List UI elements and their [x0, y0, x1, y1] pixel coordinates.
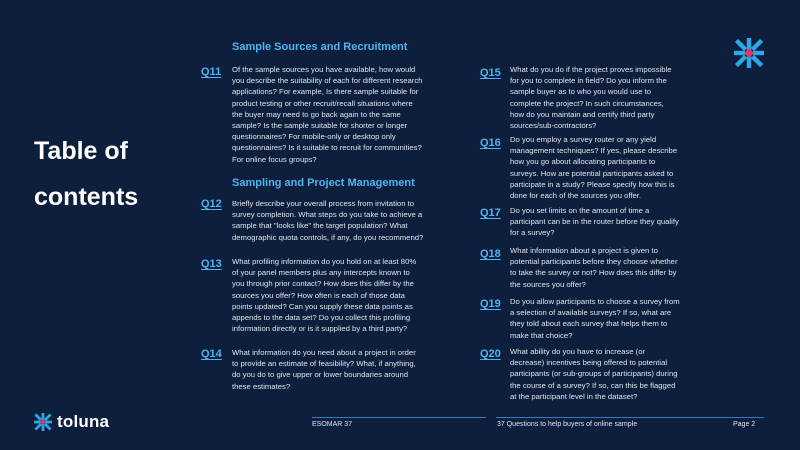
question-text-q20: What ability do you have to increase (or decrease) incentives being offered to potential participants (or sub-groups of participants) during the course of a survey? If so, can this be flagged at the participant level in the dataset?: [510, 347, 678, 401]
question-link-q15[interactable]: Q15: [480, 67, 501, 79]
question-text-q19: Do you allow participants to choose a survey from a selection of available surveys? If so, what are they told about each survey that helps them to make that choice?: [510, 297, 680, 340]
footer-brand-logo: [34, 412, 109, 432]
question-link-q12[interactable]: Q12: [201, 198, 222, 210]
question-link-q18[interactable]: Q18: [480, 248, 501, 260]
question-text-q17: Do you set limits on the amount of time a participant can be in the router before they qualify for a survey?: [510, 206, 679, 238]
section-heading-sample-sources: Sample Sources and Recruitment: [232, 41, 408, 53]
question-link-q11[interactable]: Q11: [201, 66, 222, 78]
question-link-q14[interactable]: Q14: [201, 348, 222, 360]
footer-divider-left: [312, 417, 486, 418]
page-title-line-2: contents: [34, 183, 139, 211]
question-link-q19[interactable]: Q19: [480, 298, 501, 310]
footer-document-name: ESOMAR 37: [312, 421, 353, 428]
question-text-q18: What information about a project is given to potential participants before they choose whether to take the survey or not? How does this differ by the sources you offer?: [510, 246, 678, 289]
question-link-q13[interactable]: Q13: [201, 258, 222, 270]
question-text-q16: Do you employ a survey router or any yield management techniques? If yes, please describe how you go about allocating participants to surveys. How are potential participants asked to participate in a study? Please specify how this is done for each of the sources you offer.: [510, 135, 678, 201]
section-heading-sampling-management: Sampling and Project Management: [232, 177, 415, 189]
brand-wordmark: toluna: [57, 412, 110, 431]
question-text-q14: What information do you need about a project in order to provide an estimate of feasibility? What, if anything, do you do to give upper or lower boundaries around these estimates?: [232, 348, 416, 391]
question-text-q13: What profiling information do you hold on at least 80% of your panel members plus any intercepts known to you through prior contact? How does this differ by the sources you offer? How often is each of those data points updated? Can you supply these data points as appends to the data set? Do you collect this profiling information directly or is it supplied by a third party?: [232, 257, 417, 334]
page-title-line-1: Table of: [34, 137, 128, 165]
footer-document-subtitle: 37 Questions to help buyers of online sample: [497, 421, 638, 428]
question-link-q17[interactable]: Q17: [480, 207, 501, 219]
toluna-small-asterisk-icon: [34, 413, 52, 431]
toluna-asterisk-logo-icon: [734, 38, 764, 68]
footer-divider-right: [496, 417, 764, 418]
question-link-q20[interactable]: Q20: [480, 348, 501, 360]
question-text-q12: Briefly describe your overall process from invitation to survey completion. What steps do you take to achieve a sample that "looks like" the target population? What demographic quota controls, if any, do you recommend?: [232, 199, 424, 242]
page-title: [34, 128, 138, 220]
question-link-q16[interactable]: Q16: [480, 137, 501, 149]
footer-page-number: Page 2: [733, 421, 756, 428]
question-text-q15: What do you do if the project proves impossible for you to complete in field? Do you inform the sample buyer as to who you would use to complete the project? In such circumstances, how do you maintain and certify third party sources/sub-contractors?: [510, 65, 672, 131]
question-text-q11: Of the sample sources you have available, how would you describe the suitability of each for different research applications? For example, Is there sample suitable for product testing or other recruit/recall situations where the buyer may need to go back again to the same sample? Is the sample suitable for shorter or longer questionnaires? For mobile-only or desktop only questionnaires? Is it suitable to recruit for communities? For online focus groups?: [232, 65, 423, 164]
